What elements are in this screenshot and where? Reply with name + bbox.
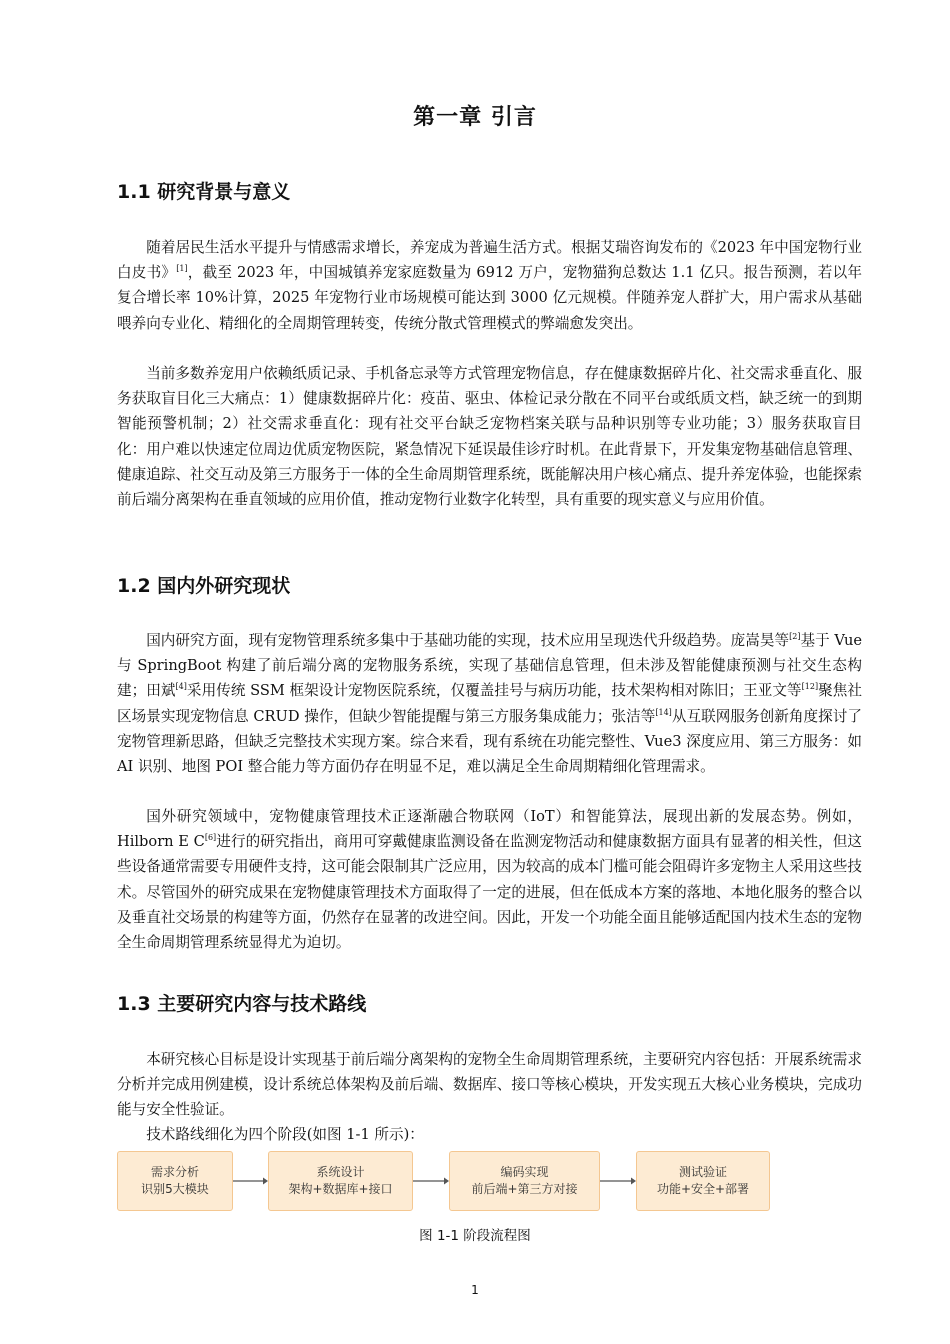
- flow-step-title: 测试验证: [678, 1165, 727, 1179]
- flow-step-title: 编码实现: [500, 1165, 549, 1179]
- paragraph-background: [117, 235, 862, 336]
- flow-step-detail: 前后端+第三方对接: [471, 1182, 578, 1196]
- citation-ref: [4]: [175, 682, 187, 692]
- paragraph-research-content: 本研究核心目标是设计实现基于前后端分离架构的宠物全生命周期管理系统，主要研究内容包括：开展系统需求分析并完成用例建模，设计系统总体架构及前后端、数据库、接口等核心模块，开发实现五大核心业务模块，完成功能与安全性验证。: [117, 1051, 862, 1119]
- flow-step-testing: [636, 1151, 770, 1211]
- arrow-right-icon: [413, 1175, 449, 1187]
- citation-ref: [12]: [801, 682, 819, 692]
- paragraph-domestic-research: [117, 628, 862, 779]
- flow-step-detail: 架构+数据库+接口: [288, 1182, 393, 1196]
- page-number: 1: [471, 1283, 479, 1297]
- paragraph-text: 进行的研究指出，商用可穿戴健康监测设备在监测宠物活动和健康数据方面具有显著的相关性，但这些设备通常需要专用硬件支持，这可能会限制其广泛应用，因为较高的成本门槛可能会阻碍许多宠物主人采用这些技术。尽管国外的研究成果在宠物健康管理技术方面取得了一定的进展，但在低成本方案的落地、本地化服务的整合以及垂直社交场景的构建等方面，仍然存在显著的改进空间。因此，开发一个功能全面且能够适配国内技术生态的宠物全生命周期管理系统显得尤为迫切。: [117, 833, 862, 952]
- flow-step-detail: 识别5大模块: [141, 1182, 209, 1196]
- flow-step-implementation: [449, 1151, 600, 1211]
- paragraph-text: 采用传统 SSM 框架设计宠物医院系统，仅覆盖挂号与病历功能，技术架构相对陈旧；王亚文等: [186, 682, 802, 700]
- flow-step-requirements: [117, 1151, 233, 1211]
- paragraph-text: 聚焦社区场景实现宠物信息 CRUD 操作，但缺少智能提醒与第三方服务集成能力；张洁等: [117, 682, 862, 725]
- figure-caption: 图 1-1 阶段流程图: [419, 1228, 531, 1244]
- citation-ref: [1]: [176, 264, 188, 274]
- arrow-right-icon: [233, 1175, 268, 1187]
- paragraph-text: 国内研究方面，现有宠物管理系统多集中于基础功能的实现，技术应用呈现迭代升级趋势。庞嵩昊等: [146, 632, 790, 649]
- arrow-right-icon: [600, 1175, 636, 1187]
- paragraph-text: ，截至 2023 年，中国城镇养宠家庭数量为 6912 万户，宠物猫狗总数达 1.1 亿只。报告预测，若以年复合增长率 10%计算，2025 年宠物行业市场规模可能达到 3000 亿元规模。伴随养宠人群扩大，用户需求从基础喂养向专业化、精细化的全周期管理转变，传统分散式管理模式的弊端愈发突出。: [117, 264, 862, 332]
- paragraph-text: 从互联网服务创新角度探讨了宠物管理新思路，但缺乏完整技术实现方案。综合来看，现有系统在功能完整性、Vue3 深度应用、第三方服务：如 AI 识别、地图 POI 整合能力等方面仍存在明显不足，难以满足全生命周期精细化管理需求。: [117, 707, 862, 776]
- stage-flowchart: [117, 1151, 777, 1213]
- citation-ref: [2]: [789, 632, 801, 641]
- citation-ref: [6]: [204, 833, 217, 843]
- flow-step-title: 系统设计: [316, 1165, 365, 1179]
- paragraph-pain-points: 当前多数养宠用户依赖纸质记录、手机备忘录等方式管理宠物信息，存在健康数据碎片化、社交需求垂直化、服务获取盲目化三大痛点：1）健康数据碎片化：疫苗、驱虫、体检记录分散在不同平台或纸质文档，缺乏统一的到期智能预警机制；2）社交需求垂直化：现有社交平台缺乏宠物档案关联与品种识别等专业功能；3）服务获取盲目化：用户难以快速定位周边优质宠物医院，紧急情况下延误最佳诊疗时机。在此背景下，开发集宠物基础信息管理、健康追踪、社交互动及第三方服务于一体的全生命周期管理系统，既能解决用户核心痛点、提升养宠体验，也能探索前后端分离架构在垂直领域的应用价值，推动宠物行业数字化转型，具有重要的现实意义与应用价值。: [117, 365, 862, 509]
- flow-step-detail: 功能+安全+部署: [656, 1182, 750, 1196]
- flow-step-design: [268, 1151, 413, 1211]
- paragraph-tech-route: 技术路线细化为四个阶段(如图 1-1 所示)：: [146, 1126, 424, 1143]
- paragraph-text: 国外研究领域中，宠物健康管理技术正逐渐融合物联网（IoT）和智能算法，展现出新的发展态势。例如，Hilborn E C: [117, 808, 862, 851]
- paragraph-foreign-research: [117, 804, 862, 955]
- citation-ref: [14]: [655, 707, 672, 717]
- flow-step-title: 需求分析: [150, 1165, 199, 1179]
- paragraph-text: 基于 Vue 与 SpringBoot 构建了前后端分离的宠物服务系统，实现了基础信息管理，但未涉及智能健康预测与社交生态构建；田斌: [117, 632, 862, 700]
- section-heading-1-1: 1.1 研究背景与意义: [117, 181, 291, 203]
- section-heading-1-2: 1.2 国内外研究现状: [117, 575, 291, 597]
- paragraph-text: 随着居民生活水平提升与情感需求增长，养宠成为普遍生活方式。根据艾瑞咨询发布的《2023 年中国宠物行业白皮书》: [117, 239, 862, 282]
- chapter-title: 第一章 引言: [413, 105, 537, 130]
- section-heading-1-3: 1.3 主要研究内容与技术路线: [117, 993, 367, 1015]
